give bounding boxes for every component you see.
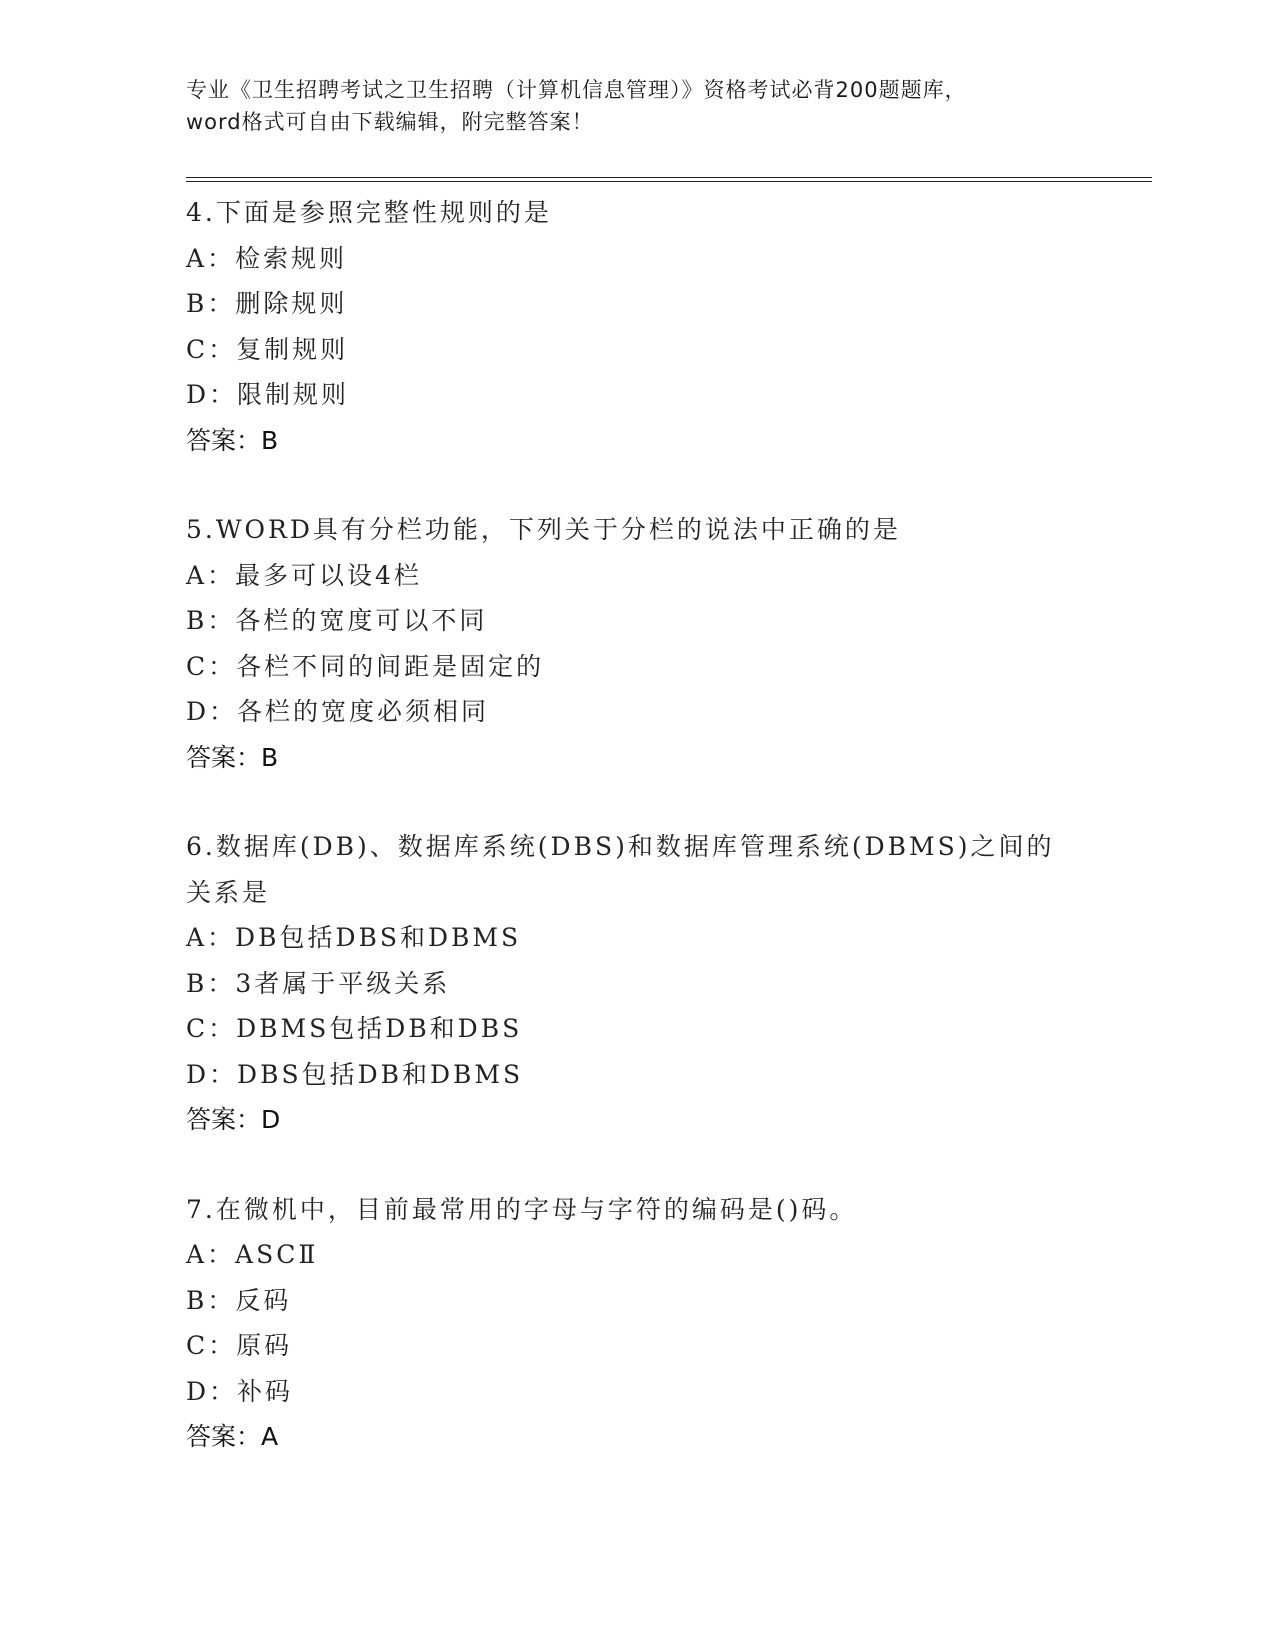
document-header	[186, 74, 1106, 138]
header-divider-top	[186, 177, 1152, 178]
option-c: C：DBMS包括DB和DBS	[186, 1014, 523, 1043]
question-stem: 7.在微机中，目前最常用的字母与字符的编码是()码。	[186, 1194, 858, 1224]
option-c: C：原码	[186, 1331, 293, 1360]
header-line-2: word格式可自由下载编辑，附完整答案！	[186, 110, 594, 134]
option-a: A：检索规则	[186, 243, 348, 273]
option-d: D：限制规则	[186, 380, 350, 409]
answer-label: 答案：B	[186, 742, 279, 772]
question-stem: 4.下面是参照完整性规则的是	[186, 198, 552, 227]
option-b: B：反码	[186, 1285, 292, 1315]
option-d: D：各栏的宽度必须相同	[186, 697, 490, 726]
option-b: B：3者属于平级关系	[186, 968, 451, 998]
option-c: C：复制规则	[186, 334, 349, 364]
question-5	[186, 507, 1086, 780]
option-b: B：删除规则	[186, 289, 348, 318]
question-stem: 6.数据库(DB)、数据库系统(DBS)和数据库管理系统(DBMS)之间的关系是	[186, 832, 1055, 907]
question-7	[186, 1187, 1086, 1460]
header-divider-bottom	[186, 181, 1152, 182]
header-line-1: 专业《卫生招聘考试之卫生招聘（计算机信息管理）》资格考试必背200题题库，	[186, 78, 967, 102]
option-d: D：DBS包括DB和DBMS	[186, 1059, 524, 1089]
option-c: C：各栏不同的间距是固定的	[186, 651, 545, 681]
answer-label: 答案：A	[186, 1422, 279, 1451]
option-b: B：各栏的宽度可以不同	[186, 606, 488, 635]
question-list	[186, 190, 1086, 1504]
question-stem: 5.WORD具有分栏功能，下列关于分栏的说法中正确的是	[186, 515, 901, 544]
option-a: A：最多可以设4栏	[186, 560, 422, 590]
option-a: A：ASCⅡ	[186, 1240, 319, 1269]
answer-label: 答案：D	[186, 1105, 281, 1134]
question-6	[186, 824, 1086, 1143]
question-4	[186, 190, 1086, 463]
option-d: D：补码	[186, 1376, 294, 1406]
option-a: A：DB包括DBS和DBMS	[186, 923, 522, 952]
answer-label: 答案：B	[186, 425, 279, 455]
